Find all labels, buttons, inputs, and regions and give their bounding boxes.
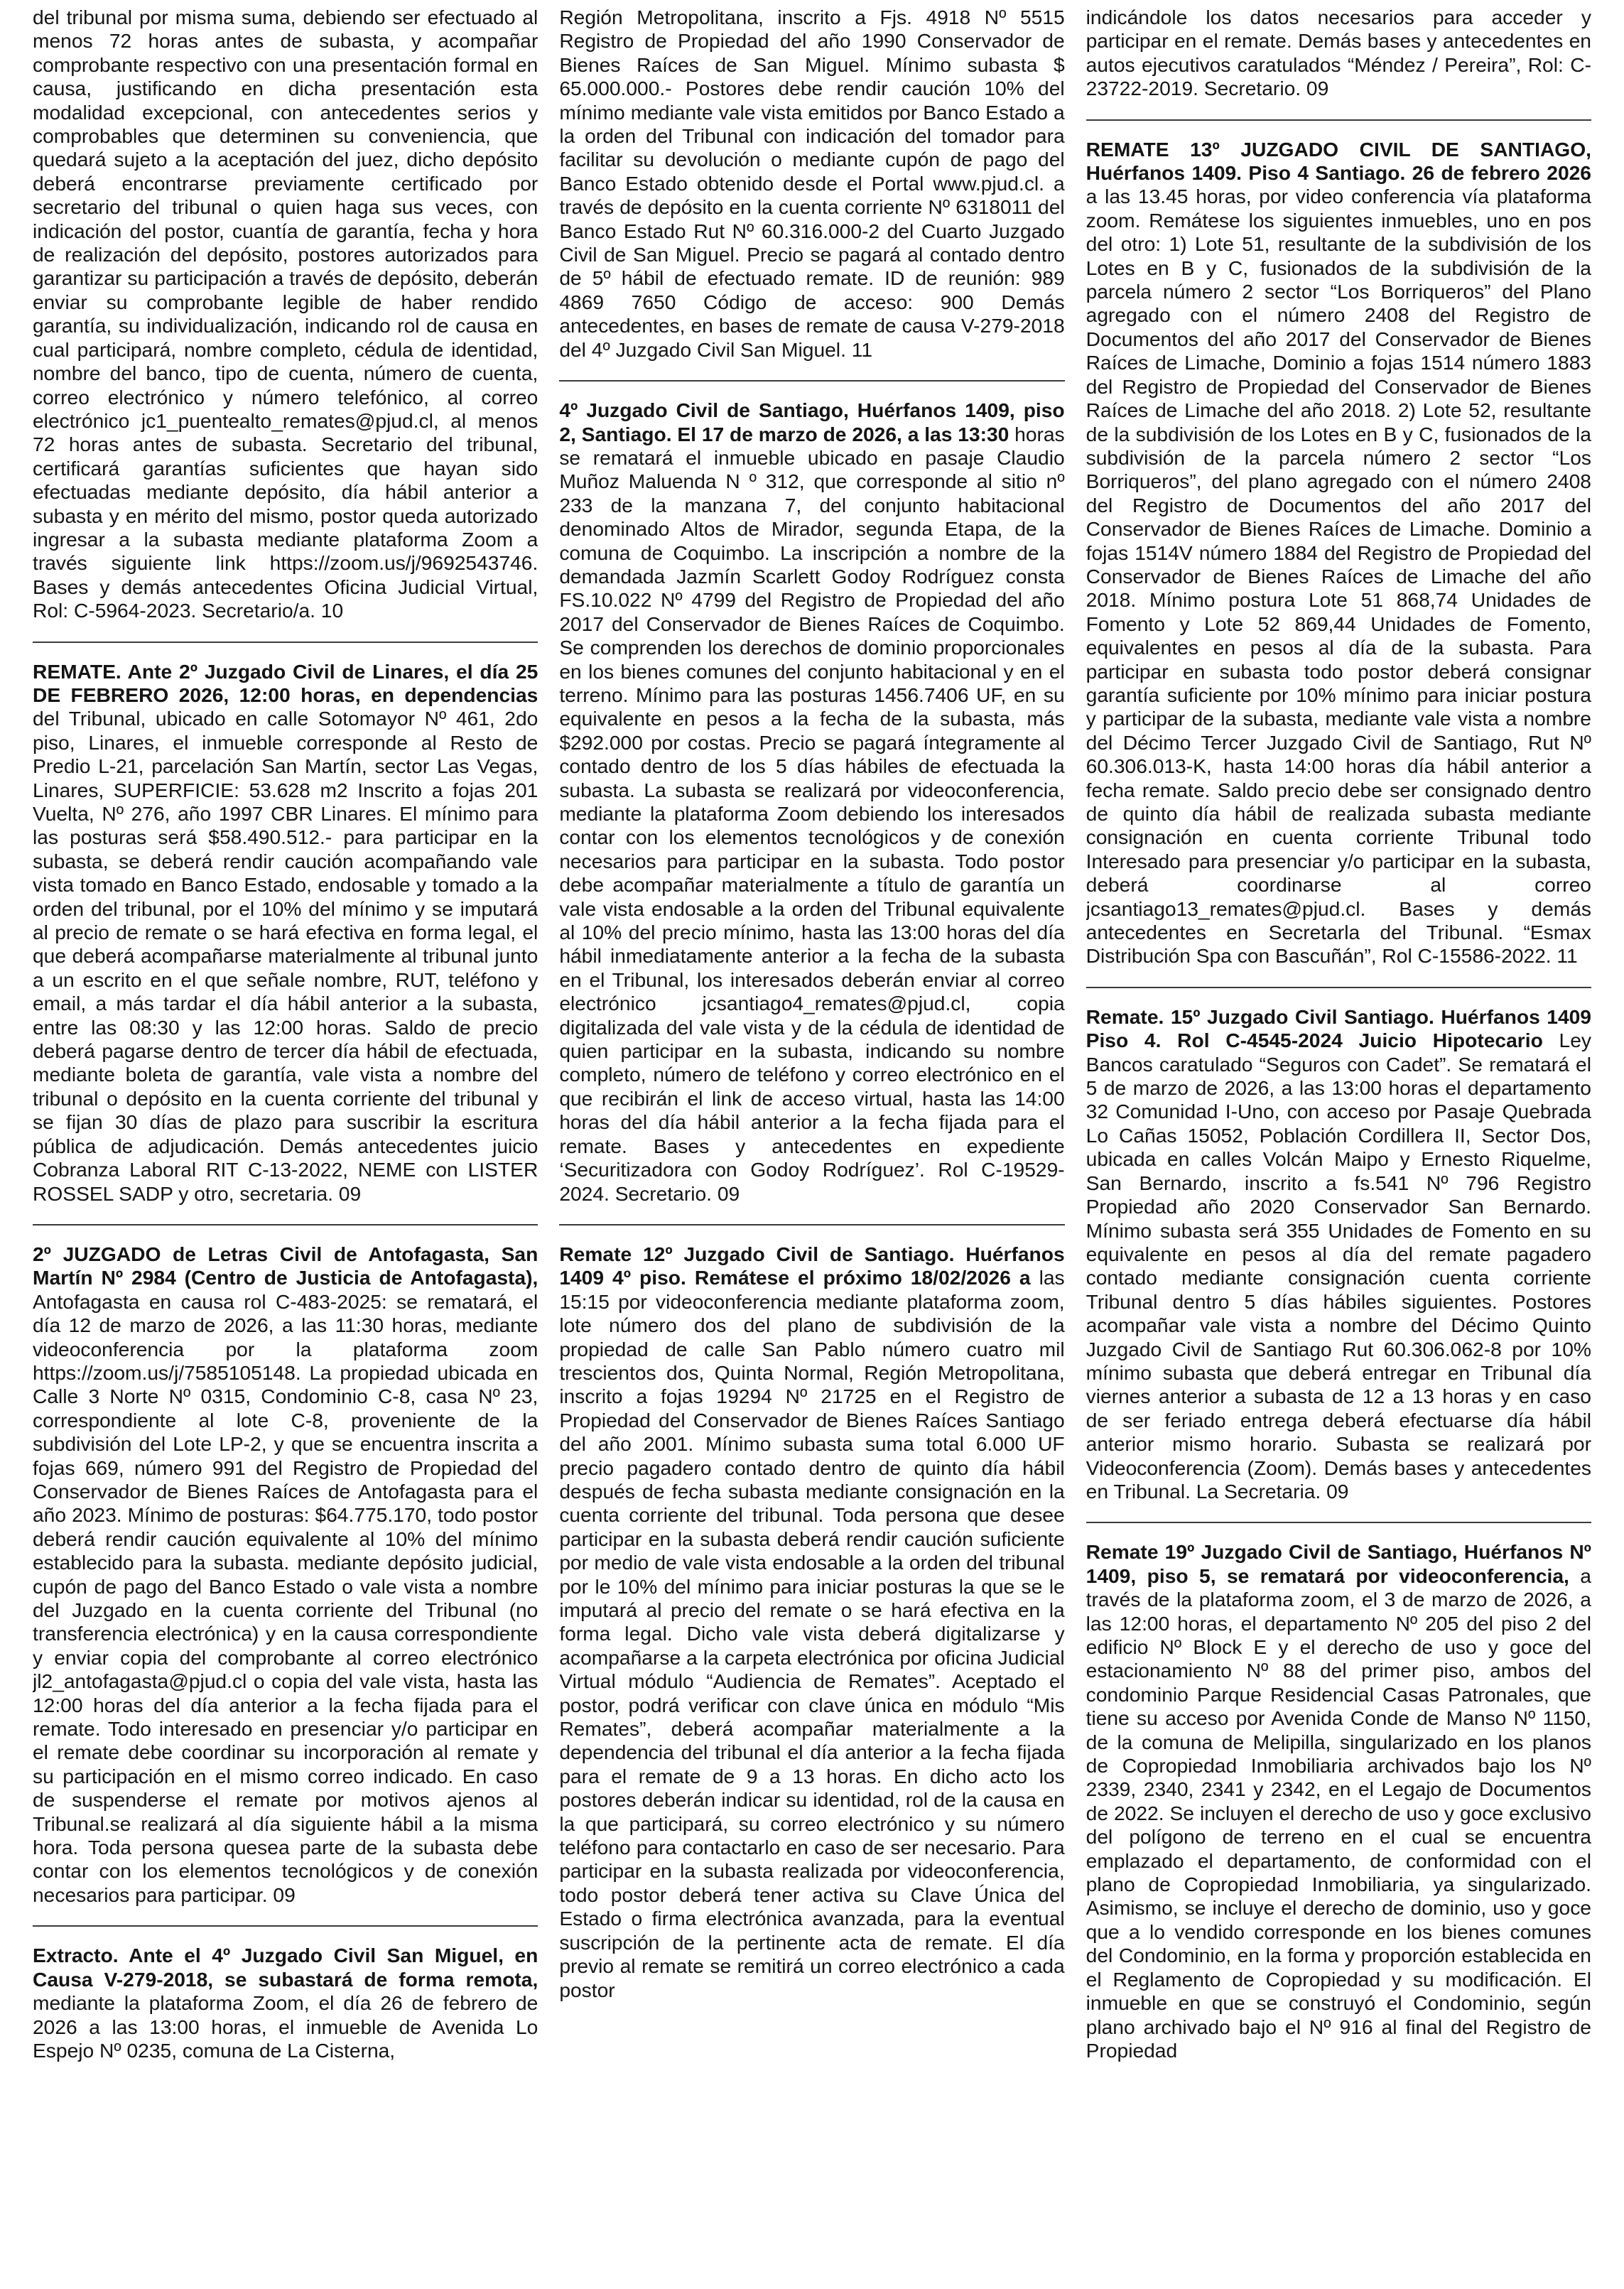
auction-notice bbox=[33, 660, 538, 1216]
notice-body: mediante la plataforma Zoom, el día 26 de febrero de 2026 a las 13:00 horas, el inmueble de Avenida Lo Espejo Nº 0235, comuna de La Cisterna, bbox=[33, 1991, 538, 2062]
notice-separator bbox=[33, 1224, 538, 1225]
auction-notice bbox=[1086, 1005, 1591, 1514]
notice-separator bbox=[1086, 119, 1591, 121]
notice-separator bbox=[1086, 987, 1591, 988]
notice-continuation bbox=[33, 6, 538, 633]
notice-separator bbox=[559, 1224, 1064, 1225]
auction-notice bbox=[1086, 1540, 1591, 2072]
notice-separator bbox=[33, 1925, 538, 1927]
notice-heading: 4º Juzgado Civil de Santiago, Huérfanos 1409, piso 2, Santiago. El 17 de marzo de 2026, a las 13:30 bbox=[559, 399, 1065, 445]
column-2 bbox=[559, 6, 1064, 2289]
notice-body: indicándole los datos necesarios para acceder y participar en el remate. Demás bases y antecedentes en autos ejecutivos caratulados “Méndez / Pereira”, Rol: C-23722-2019. Secretario. 09 bbox=[1086, 6, 1591, 100]
notice-body: Región Metropolitana, inscrito a Fjs. 4918 Nº 5515 Registro de Propiedad del año 1990 Conservador de Bienes Raíces de San Miguel. Mínimo subasta $ 65.000.000.- Postores debe rendir caución 10% del mínimo mediante vale vista emitidos por Banco Estado a la orden del Tribunal con indicación del tomador para facilitar su devolución o mediante cupón de pago del Banco Estado obtenido desde el Portal www.pjud.cl. a través de depósito en la cuenta corriente Nº 6318011 del Banco Estado Rut Nº 60.316.000-2 del Cuarto Juzgado Civil de San Miguel. Precio se pagará al contado dentro de 5º hábil de efectuado remate. ID de reunión: 989 4869 7650 Código de acceso: 900 Demás antecedentes, en bases de remate de causa V-279-2018 del 4º Juzgado Civil San Miguel. 11 bbox=[559, 6, 1065, 361]
notice-heading: Remate 19º Juzgado Civil de Santiago, Huérfanos Nº 1409, piso 5, se rematará por videoconferencia, bbox=[1086, 1540, 1591, 1587]
auction-notice bbox=[559, 399, 1064, 1216]
column-1 bbox=[33, 6, 538, 2289]
notice-continuation bbox=[1086, 6, 1591, 111]
notice-continuation bbox=[559, 6, 1064, 372]
notice-body: Ley Bancos caratulado “Seguros con Cadet”. Se rematará el 5 de marzo de 2026, a las 13:00 horas el departamento 32 Comunidad I-Uno, con acceso por Pasaje Quebrada Lo Cañas 15052, Población Cordillera II, Sector Dos, ubicada en calles Volcán Maipo y Ernesto Riquelme, San Bernardo, inscrito a fs.541 Nº 796 Registro Propiedad año 2020 Conservador San Bernardo. Mínimo subasta será 355 Unidades de Fomento en su equivalente en pesos al día del remate pagadero contado mediante consignación cuenta corriente Tribunal dentro 5 días hábiles siguientes. Postores acompañar vale vista a nombre del Décimo Quinto Juzgado Civil de Santiago Rut 60.306.062-8 por 10% mínimo subasta que deberá entregar en Tribunal día viernes anterior a subasta de 12 a 13 horas y en caso de ser feriado entrega deberá efectuarse día hábil anterior mismo horario. Subasta se realizará por Videoconferencia (Zoom). Demás bases y antecedentes en Tribunal. La Secretaria. 09 bbox=[1086, 1029, 1591, 1503]
notice-body: del Tribunal, ubicado en calle Sotomayor Nº 461, 2do piso, Linares, el inmueble corresponde al Resto de Predio L-21, parcelación San Martín, sector Las Vegas, Linares, SUPERFICIE: 53.628 m2 Inscrito a fojas 201 Vuelta, Nº 276, año 1997 CBR Linares. El mínimo para las posturas será $58.490.512.- para participar en la subasta, se deberá rendir caución acompañando vale vista tomado en Banco Estado, endosable y tomado a la orden del tribunal, por el 10% del mínimo y se imputará al precio de remate o se hará efectiva en forma legal, el que deberá acompañarse materialmente al tribunal junto a un escrito en el que señale nombre, RUT, teléfono y email, a más tardar el día hábil anterior a la subasta, entre las 08:30 y las 12:00 horas. Saldo de precio deberá pagarse dentro de tercer día hábil de efectuada, mediante boleta de garantía, vale vista a nombre del tribunal o depósito en la cuenta corriente del tribunal y se fijan 30 días de plazo para suscribir la escritura pública de adjudicación. Demás antecedentes juicio Cobranza Laboral RIT C-13-2022, NEME con LISTER ROSSEL SADP y otro, secretaria. 09 bbox=[33, 707, 538, 1205]
notice-heading: Remate 12º Juzgado Civil de Santiago. Huérfanos 1409 4º piso. Remátese el próximo 18/02/2026 a bbox=[559, 1242, 1065, 1289]
notice-heading: REMATE. Ante 2º Juzgado Civil de Linares, el día 25 DE FEBRERO 2026, 12:00 horas, en dependencias bbox=[33, 659, 538, 706]
notice-body: del tribunal por misma suma, debiendo ser efectuado al menos 72 horas antes de subasta, y acompañar comprobante respectivo con una presentación formal en causa, justificando en dicha presentación esta modalidad excepcional, con antecedentes serios y comprobables que determinen su conveniencia, que quedará sujeto a la aceptación del juez, dicho depósito deberá encontrarse previamente certificado por secretario del tribunal o quien haga sus veces, con indicación del postor, cuantía de garantía, fecha y hora de realización del depósito, postores autorizados para garantizar su participación a través de depósito, deberán enviar su comprobante legible de haber rendido garantía, su individualización, indicando rol de causa en cual participará, nombre completo, cédula de identidad, nombre del banco, tipo de cuenta, número de cuenta, correo electrónico y número telefónico, al correo electrónico jc1_puentealto_remates@pjud.cl, al menos 72 horas antes de subasta. Secretario del tribunal, certificará garantías suficientes que hayan sido efectuadas mediante depósito, día hábil anterior a subasta y en mérito del mismo, postor queda autorizado ingresar a la subasta mediante plataforma Zoom a través siguiente link https://zoom.us/j/9692543746. Bases y demás antecedentes Oficina Judicial Virtual, Rol: C-5964-2023. Secretario/a. 10 bbox=[33, 6, 538, 622]
column-3 bbox=[1086, 6, 1591, 2289]
notice-body: Antofagasta en causa rol C-483-2025: se rematará, el día 12 de marzo de 2026, a las 11:30 horas, mediante videoconferencia por la plataforma zoom https://zoom.us/j/7585105148. La propiedad ubicada en Calle 3 Norte Nº 0315, Condominio C-8, casa Nº 23, correspondiente al lote C-8, proveniente de la subdivisión del Lote LP-2, y que se encuentra inscrita a fojas 669, número 991 del Registro de Propiedad del Conservador de Bienes Raíces de Antofagasta para el año 2023. Mínimo de posturas: $64.775.170, todo postor deberá rendir caución equivalente al 10% del mínimo establecido para la subasta. mediante depósito judicial, cupón de pago del Banco Estado o vale vista a nombre del Juzgado en la cuenta corriente del Tribunal (no transferencia electrónica) y en la causa correspondiente y enviar copia del comprobante al correo electrónico jl2_antofagasta@pjud.cl o copia del vale vista, hasta las 12:00 horas del día anterior a la fecha fijada para el remate. Todo interesado en presenciar y/o participar en el remate debe coordinar su incorporación al remate y su participación en el mismo correo indicado. En caso de suspenderse el remate por motivos ajenos al Tribunal.se realizará al día siguiente hábil a la misma hora. Toda persona quesea parte de la subasta debe contar con los elementos tecnológicos y de conexión necesarios para participar. 09 bbox=[33, 1289, 538, 1906]
auction-notice bbox=[33, 1243, 538, 1917]
notice-heading: Remate. 15º Juzgado Civil Santiago. Huérfanos 1409 Piso 4. Rol C-4545-2024 Juicio Hipotecario bbox=[1086, 1005, 1591, 1052]
notice-heading: REMATE 13º JUZGADO CIVIL DE SANTIAGO, Huérfanos 1409. Piso 4 Santiago. 26 de febrero 2026 bbox=[1086, 137, 1591, 185]
notice-body: a través de la plataforma zoom, el 3 de marzo de 2026, a las 12:00 horas, el departamento Nº 205 del piso 2 del edificio Nº Block E y el derecho de uso y goce del estacionamiento Nº 88 del primer piso, ambos del condominio Parque Residencial Casas Patronales, que tiene su acceso por Avenida Conde de Manso Nº 1150, de la comuna de Melipilla, singularizado en los planos de Copropiedad Inmobiliaria archivados bajo los Nº 2339, 2340, 2341 y 2342, en el Legajo de Documentos de 2022. Se incluyen el derecho de uso y goce exclusivo del polígono de terreno en el cual se encuentra emplazado el departamento, de conformidad con el plano de Copropiedad Inmobiliaria, ya singularizado. Asimismo, se incluye el derecho de dominio, uso y goce que a lo vendido corresponde en los bienes comunes del Condominio, en la forma y proporción establecida en el Reglamento de Copropiedad y su modificación. El inmueble en que se construyó el Condominio, según plano archivado bajo el Nº 916 al final del Registro de Propiedad bbox=[1086, 1564, 1591, 2062]
notice-body: las 15:15 por videoconferencia mediante plataforma zoom, lote número dos del plano de subdivisión de la propiedad de calle San Pablo número cuatro mil trescientos dos, Quinta Normal, Región Metropolitana, inscrito a fojas 19294 Nº 21725 en el Registro de Propiedad del Conservador de Bienes Raíces Santiago del año 2001. Mínimo subasta suma total 6.000 UF precio pagadero contado dentro de quinto día hábil después de fecha subasta mediante consignación en la cuenta corriente del tribunal. Toda persona que desee participar en la subasta deberá rendir caución suficiente por medio de vale vista endosable a la orden del tribunal por le 10% del mínimo para iniciar posturas la que se le imputará al precio del remate o se hará efectiva en la forma legal. Dicho vale vista deberá digitalizarse y acompañarse a la carpeta electrónica por oficina Judicial Virtual módulo “Audiencia de Remates”. Aceptado el postor, podrá verificar con clave única en módulo “Mis Remates”, deberá acompañar materialmente a la dependencia del tribunal el día anterior a la fecha fijada para el remate de 9 a 13 horas. En dicho acto los postores deberán indicar su identidad, rol de la causa en la que participará, su correo electrónico y su número teléfono para contactarlo en caso de ser necesario. Para participar en la subasta realizada por videoconferencia, todo postor deberá tener activa su Clave Única del Estado o firma electrónica avanzada, para la eventual suscripción de la pertinente acta de remate. El día previo al remate se remitirá un correo electrónico a cada postor bbox=[559, 1266, 1065, 2001]
notice-separator bbox=[33, 642, 538, 643]
auction-notice bbox=[33, 1944, 538, 2072]
notice-body: a las 13.45 horas, por video conferencia vía plataforma zoom. Remátese los siguientes inmuebles, uno en pos del otro: 1) Lote 51, resultante de la subdivisión de los Lotes en B y C, fusionados de la subdivisión de la parcela número 2 sector “Los Borriqueros” del Plano agregado con el número 2408 del Registro de Documentos del año 2017 del Conservador de Bienes Raíces de Limache, Dominio a fojas 1514 número 1883 del Registro de Propiedad del Conservador de Bienes Raíces de Limache del año 2018. 2) Lote 52, resultante de la subdivisión de los Lotes en B y C, fusionados de la subdivisión de la parcela número 2 sector “Los Borriqueros”, del plano agregado con el número 2408 del Registro de Documentos del año 2017 del Conservador de Bienes Raíces de Limache. Dominio a fojas 1514V número 1884 del Registro de Propiedad del Conservador de Bienes Raíces de Limache del año 2018. Mínimo postura Lote 51 868,74 Unidades de Fomento y Lote 52 869,44 Unidades de Fomento, equivalentes en pesos al día de la subasta. Para participar en subasta todo postor deberá consignar garantía suficiente por 10% mínimo para iniciar postura y participar de la subasta, mediante vale vista a nombre del Décimo Tercer Juzgado Civil de Santiago, Rut Nº 60.306.013-K, hasta 14:00 horas día hábil anterior a fecha remate. Saldo precio debe ser consignado dentro de quinto día hábil de realizada subasta mediante consignación en cuenta corriente Tribunal todo Interesado para presenciar y/o participar en la subasta, deberá coordinarse al correo jcsantiago13_remates@pjud.cl. Bases y demás antecedentes en Secretarla del Tribunal. “Esmax Distribución Spa con Bascuñán”, Rol C-15586-2022. 11 bbox=[1086, 185, 1591, 968]
notice-separator bbox=[1086, 1522, 1591, 1523]
notice-heading: Extracto. Ante el 4º Juzgado Civil San Miguel, en Causa V-279-2018, se subastará de forma remota, bbox=[33, 1944, 538, 1991]
notice-separator bbox=[559, 380, 1064, 381]
auction-notice bbox=[1086, 138, 1591, 978]
notice-heading: 2º JUZGADO de Letras Civil de Antofagasta, San Martín Nº 2984 (Centro de Justicia de Antofagasta), bbox=[33, 1242, 538, 1289]
auction-notice bbox=[559, 1243, 1064, 2012]
notice-body: horas se rematará el inmueble ubicado en pasaje Claudio Muñoz Maluenda N º 312, que corresponde al sitio nº 233 de la manzana 7, del conjunto habitacional denominado Altos de Mirador, segunda Etapa, de la comuna de Coquimbo. La inscripción a nombre de la demandada Jazmín Scarlett Godoy Rodríguez consta FS.10.022 Nº 4799 del Registro de Propiedad del año 2017 del Conservador de Bienes Raíces de Coquimbo. Se comprenden los derechos de dominio proporcionales en los bienes comunes del conjunto habitacional y en el terreno. Mínimo para las posturas 1456.7406 UF, en su equivalente en pesos a la fecha de la subasta, más $292.000 por costas. Precio se pagará íntegramente al contado dentro de los 5 días hábiles de efectuada la subasta. La subasta se realizará por videoconferencia, mediante la plataforma Zoom debiendo los interesados contar con los elementos tecnológicos y de conexión necesarios para participar en la subasta. Todo postor debe acompañar materialmente a título de garantía un vale vista endosable a la orden del Tribunal equivalente al 10% del precio mínimo, hasta las 13:00 horas del día hábil inmediatamente anterior a la fecha de la subasta en el Tribunal, los interesados deberán enviar al correo electrónico jcsantiago4_remates@pjud.cl, copia digitalizada del vale vista y de la cédula de identidad de quien participar en la subasta, indicando su nombre completo, número de teléfono y correo electrónico en el que recibirán el link de acceso virtual, hasta las 14:00 horas del día hábil anterior a la fecha fijada para el remate. Bases y antecedentes en expediente ‘Securitizadora con Godoy Rodríguez’. Rol C-19529-2024. Secretario. 09 bbox=[559, 422, 1065, 1205]
